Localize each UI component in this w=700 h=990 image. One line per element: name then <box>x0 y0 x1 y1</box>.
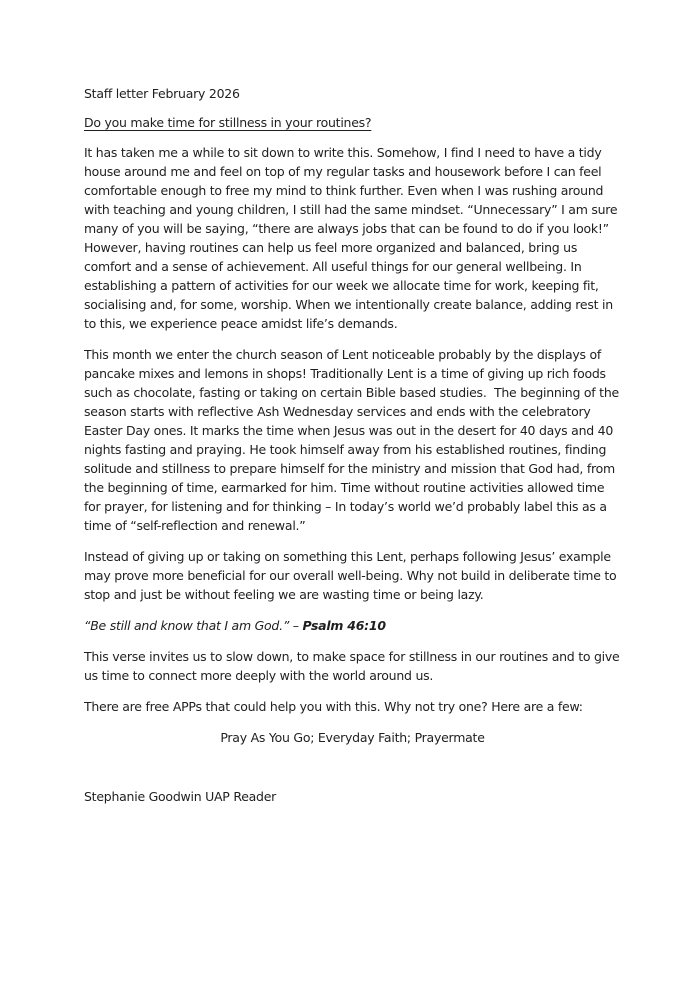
paragraph-verse: This verse invites us to slow down, to make space for stillness in our routines and to give us time to connect more deeply with the world around us. <box>84 649 624 683</box>
letter-title: Staff letter February 2026 <box>84 86 240 101</box>
paragraph-instead: Instead of giving up or taking on something this Lent, perhaps following Jesus’ example may prove more beneficial for our overall well-being. Why not build in deliberate time to stop and just be without feeling we are wasting time or being lazy. <box>84 549 621 602</box>
quote-reference: Psalm 46:10 <box>302 618 386 633</box>
paragraph-apps: There are free APPs that could help you with this. Why not try one? Here are a few: <box>84 699 583 714</box>
paragraph-routines: It has taken me a while to sit down to write this. Somehow, I find I need to have a tidy house around me and feel on top of my regular tasks and housework before I can feel comfortable enough to free my mind to think further. Even when I was rushing around with teaching and young children, I still had the same mindset. “Unnecessary” I am sure many of you will be saying, “there are always jobs that can be found to do if you look!” However, having routines can help us feel more organized and balanced, bring us comfort and a sense of achievement. All useful things for our general wellbeing. In establishing a pattern of activities for our week we allocate time for work, keeping fit, socialising and, for some, worship. When we intentionally create balance, adding rest in to this, we experience peace amidst life’s demands. <box>84 145 622 331</box>
apps-list: Pray As You Go; Everyday Faith; Prayermate <box>220 730 485 745</box>
paragraph-lent: This month we enter the church season of Lent noticeable probably by the displays of pancake mixes and lemons in shops! Traditionally Lent is a time of giving up rich foods such as chocolate, fasting or taking on certain Bible based studies. The beginning of the season starts with reflective Ash Wednesday services and ends with the celebratory Easter Day ones. It marks the time when Jesus was out in the desert for 40 days and 40 nights fasting and praying. He took himself away from his established routines, finding solitude and stillness to prepare himself for the ministry and mission that God had, from the beginning of time, earmarked for him. Time without routine activities allowed time for prayer, for listening and for thinking – In today’s world we’d probably label this as a time of “self-reflection and renewal.” <box>84 347 623 533</box>
scripture-quote <box>84 616 621 635</box>
letter-heading: Do you make time for stillness in your routines? <box>84 115 372 130</box>
signature: Stephanie Goodwin UAP Reader <box>84 789 277 804</box>
letter-content <box>84 84 624 818</box>
quote-text: “Be still and know that I am God.” – <box>84 618 303 633</box>
